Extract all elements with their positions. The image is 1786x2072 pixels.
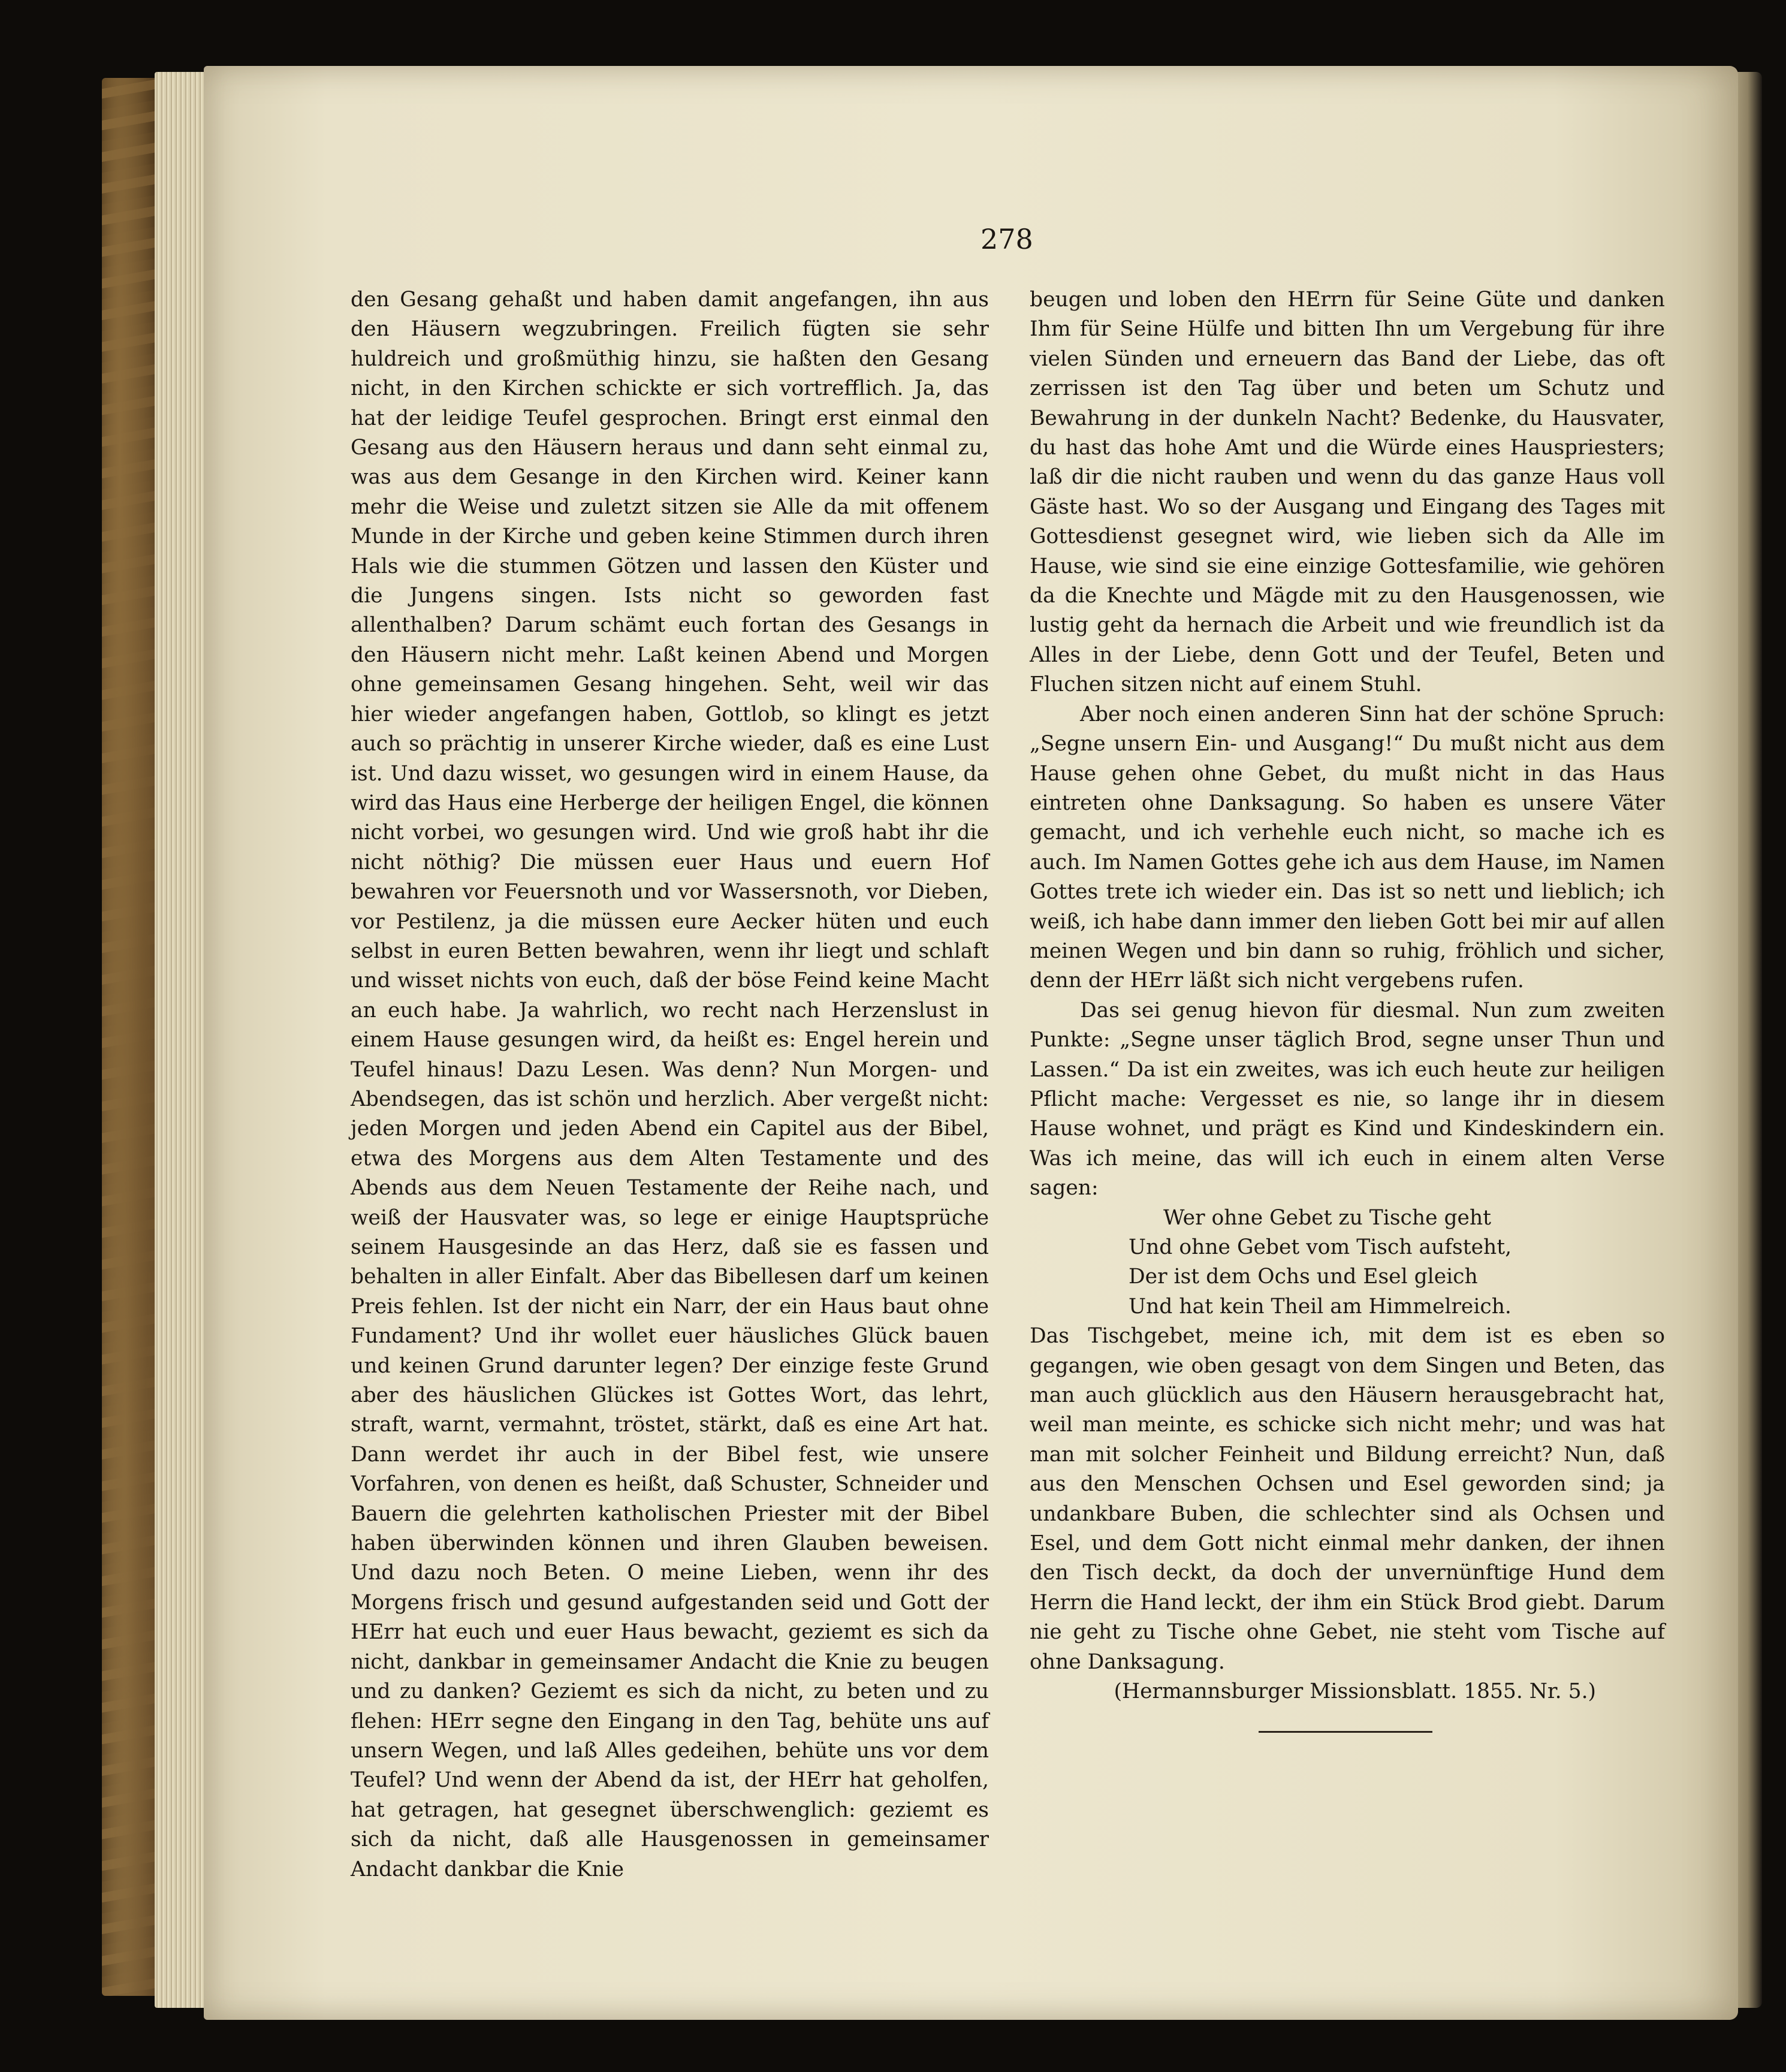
verse-block	[1030, 1204, 1665, 1322]
marbled-book-edge	[102, 78, 162, 1996]
section-divider-rule	[1259, 1731, 1432, 1733]
page-number: 278	[981, 223, 1033, 255]
verse-line: Und ohne Gebet vom Tisch aufsteht,	[1129, 1235, 1512, 1259]
paragraph: Das sei genug hievon für diesmal. Nun zum zweiten Punkte: „Segne unser täglich Brod, segne unser Thun und Lassen.“ Da ist ein zweites, was ich euch heute zur heiligen Pflicht mache: Vergesset es nie, so lange ihr in diesem Hause wohnet, und prägt es Kind und Kindeskindern ein. Was ich meine, das will ich euch in einem alten Verse sagen:	[1030, 998, 1665, 1201]
paragraph: Das Tischgebet, meine ich, mit dem ist es eben so gegangen, wie oben gesagt von dem Singen und Beten, das man auch glücklich aus den Häusern herausgebracht hat, weil man meinte, es schicke sich nicht mehr; und was hat man mit solcher Feinheit und Bildung erreicht? Nun, daß aus den Menschen Ochsen und Esel geworden sind; ja undankbare Buben, die schlechter sind als Ochsen und Esel, und dem Gott nicht einmal mehr danken, der ihnen den Tisch deckt, da doch der unvernünftige Hund dem Herrn die Hand leckt, der ihm ein Stück Brod giebt. Darum nie geht zu Tische ohne Gebet, nie steht vom Tische auf ohne Danksagung.	[1030, 1324, 1665, 1674]
verse-line: Der ist dem Ochs und Esel gleich	[1129, 1265, 1478, 1289]
verse-line: Und hat kein Theil am Himmelreich.	[1129, 1294, 1512, 1319]
verse-line: Wer ohne Gebet zu Tische geht	[1163, 1205, 1492, 1230]
paragraph: beugen und loben den HErrn für Seine Güte und danken Ihm für Seine Hülfe und bitten Ihn um Vergebung für ihre vielen Sünden und erneuern das Band der Liebe, das oft zerrissen ist den Tag über und beten um Schutz und Bewahrung in der dunkeln Nacht? Bedenke, du Hausvater, du hast das hohe Amt und die Würde eines Hauspriesters; laß dir die nicht rauben und wenn du das ganze Haus voll Gäste hast. Wo so der Ausgang und Eingang des Tages mit Gottesdienst gesegnet wird, wie lieben sich da Alle im Hause, wie sind sie eine einzige Gottesfamilie, wie gehören da die Knechte und Mägde mit zu den Hausgenossen, wie lustig geht da hernach die Arbeit und wie freundlich ist da Alles in der Liebe, denn Gott und der Teufel, Beten und Fluchen sitzen nicht auf einem Stuhl.	[1030, 288, 1665, 697]
paragraph: den Gesang gehaßt und haben damit angefangen, ihn aus den Häusern wegzubringen. Freilich fügten sie sehr huldreich und großmüthig hinzu, sie haßten den Gesang nicht, in den Kirchen schickte er sich vortrefflich. Ja, das hat der leidige Teufel gesprochen. Bringt erst einmal den Gesang aus den Häusern heraus und dann seht einmal zu, was aus dem Gesange in den Kirchen wird. Keiner kann mehr die Weise und zuletzt sitzen sie Alle da mit offenem Munde in der Kirche und geben keine Stimmen durch ihren Hals wie die stummen Götzen und lassen den Küster und die Jungens singen. Ists nicht so geworden fast allenthalben? Darum schämt euch fortan des Gesangs in den Häusern nicht mehr. Laßt keinen Abend und Morgen ohne gemeinsamen Gesang hingehen. Seht, weil wir das hier wieder angefangen haben, Gottlob, so klingt es jetzt auch so prächtig in unserer Kirche wieder, daß es eine Lust ist. Und dazu wisset, wo gesungen wird in einem Hause, da wird das Haus eine Herberge der heiligen Engel, die können nicht vorbei, wo gesungen wird. Und wie groß habt ihr die nicht nöthig? Die müssen euer Haus und euern Hof bewahren vor Feuersnoth und vor Wassersnoth, vor Dieben, vor Pestilenz, ja die müssen eure Aecker hüten und euch selbst in euren Betten bewahren, wenn ihr liegt und schlaft und wisset nichts von euch, daß der böse Feind keine Macht an euch habe. Ja wahrlich, wo recht nach Herzenslust in einem Hause gesungen wird, da heißt es: Engel herein und Teufel hinaus! Dazu Lesen. Was denn? Nun Morgen- und Abendsegen, das ist schön und herzlich. Aber vergeßt nicht: jeden Morgen und jeden Abend ein Capitel aus der Bibel, etwa des Morgens aus dem Alten Testamente und des Abends aus dem Neuen Testamente der Reihe nach, und weiß der Hausvater was, so lege er einige Hauptsprüche seinem Hausgesinde an das Herz, daß sie es fassen und behalten in aller Einfalt. Aber das Bibellesen darf um keinen Preis fehlen. Ist der nicht ein Narr, der ein Haus baut ohne Fundament? Und ihr wollet euer häusliches Glück bauen und keinen Grund darunter legen? Der einzige feste Grund aber des häuslichen Glückes ist Gottes Wort, das lehrt, straft, warnt, vermahnt, tröstet, stärkt, daß es eine Art hat. Dann werdet ihr auch in der Bibel fest, wie unsere Vorfahren, von denen es heißt, daß Schuster, Schneider und Bauern die gelehrten katholischen Priester mit der Bibel haben überwinden können und ihren Glauben beweisen. Und dazu noch Beten. O meine Lieben, wenn ihr des Morgens frisch und gesund aufgestanden seid und Gott der HErr hat euch und euer Haus bewacht, geziemt es sich da nicht, dankbar in gemeinsamer Andacht die Knie zu beugen und zu danken? Geziemt es sich da nicht, zu beten und zu flehen: HErr segne den Eingang in den Tag, behüte uns auf unsern Wegen, und laß Alles gedeihen, behüte uns vor dem Teufel? Und wenn der Abend da ist, der HErr hat geholfen, hat getragen, hat gesegnet überschwenglich: geziemt es sich da nicht, daß alle Hausgenossen in gemeinsamer Andacht dankbar die Knie	[351, 288, 989, 1881]
text-column-right	[1030, 285, 1665, 1733]
text-column-left	[351, 285, 989, 1884]
paragraph: Aber noch einen anderen Sinn hat der schöne Spruch: „Segne unsern Ein- und Ausgang!“ Du mußt nicht aus dem Hause gehen ohne Gebet, du mußt nicht in das Haus eintreten ohne Danksagung. So haben es unsere Väter gemacht, und ich verhehle euch nicht, so mache ich es auch. Im Namen Gottes gehe ich aus dem Hause, im Namen Gottes trete ich wieder ein. Das ist so nett und lieblich; ich weiß, ich habe dann immer den lieben Gott bei mir auf allen meinen Wegen und bin dann so ruhig, fröhlich und sicher, denn der HErr läßt sich nicht vergebens rufen.	[1030, 702, 1665, 993]
source-citation: (Hermannsburger Missionsblatt. 1855. Nr. 5.)	[1114, 1679, 1596, 1704]
